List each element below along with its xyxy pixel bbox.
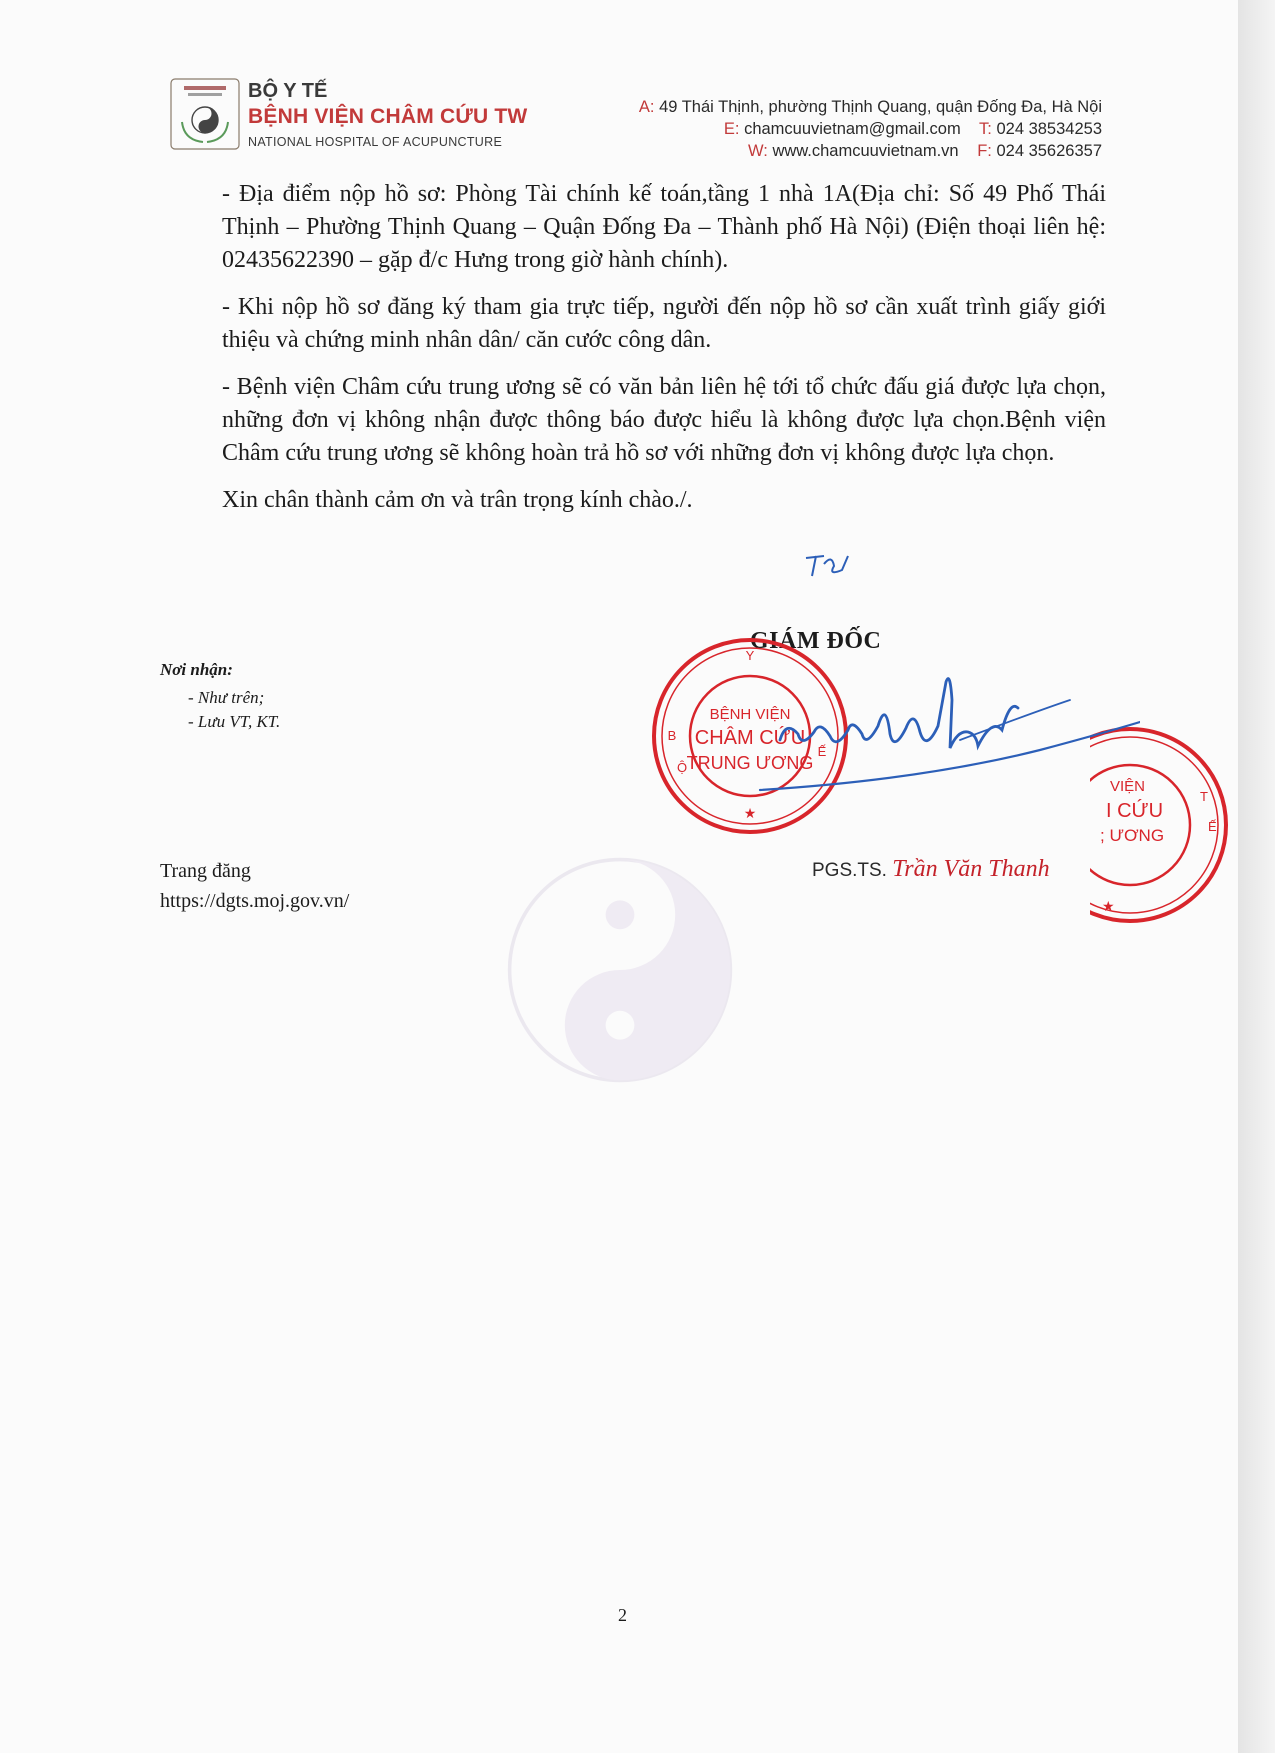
signer-title: GIÁM ĐỐC	[750, 628, 882, 654]
email-phone-line	[639, 118, 1102, 140]
paragraph-selection-notice: - Bệnh viện Châm cứu trung ương sẽ có văn bản liên hệ tới tổ chức đấu giá được lựa chọn, những đơn vị không nhận được thông báo được hiểu là không được lựa chọn.Bệnh viện Châm cứu trung ương sẽ không hoàn trả hồ sơ với những đơn vị không được lựa chọn.	[222, 374, 1106, 466]
recipients-block	[160, 660, 280, 734]
page-number: 2	[618, 1605, 627, 1625]
signer-degree: PGS.TS.	[812, 860, 887, 881]
contact-info	[639, 96, 1102, 162]
paragraph-submission-location: - Địa điểm nộp hồ sơ: Phòng Tài chính kế toán,tầng 1 nhà 1A(Địa chỉ: Số 49 Phố Thái Thịnh – Phường Thịnh Quang – Quận Đống Đa – Thành phố Hà Nội) (Điện thoại liên hệ: 02435622390 – gặp đ/c Hưng trong giờ hành chính).	[222, 181, 1106, 273]
director-signature	[740, 660, 1140, 820]
posting-url: https://dgts.moj.gov.vn/	[160, 890, 350, 912]
organization-name-block	[248, 80, 527, 149]
phone-label: T:	[979, 120, 992, 138]
scan-edge	[1238, 0, 1275, 1753]
recipients-list	[160, 686, 280, 734]
web-label: W:	[747, 142, 768, 160]
svg-text:Ộ: Ộ	[676, 760, 688, 775]
fax-label: F:	[977, 142, 992, 160]
posting-label: Trang đăng	[160, 860, 251, 882]
recipient-item: - Lưu VT, KT.	[188, 712, 281, 731]
svg-text:★: ★	[743, 805, 757, 821]
recipient-item: - Như trên;	[188, 688, 265, 707]
stamp-bottom-text: TRUNG ƯƠNG	[686, 753, 814, 773]
body-text	[222, 178, 1106, 531]
email-label: E:	[723, 120, 740, 138]
phone-value: 024 38534253	[996, 120, 1102, 138]
posting-block	[160, 856, 349, 916]
svg-text:★: ★	[1102, 898, 1115, 914]
svg-text:Ế: Ế	[817, 744, 827, 759]
yin-yang-watermark	[500, 850, 740, 1090]
address-label: A:	[638, 98, 655, 116]
svg-text:Ế: Ế	[1208, 819, 1217, 834]
web-value: www.chamcuuvietnam.vn	[772, 142, 959, 160]
signer-name: Trần Văn Thanh	[892, 856, 1050, 882]
svg-text:VIỆN: VIỆN	[1110, 778, 1146, 795]
stamp-middle-text: CHÂM CỨU	[694, 727, 806, 749]
paragraph-direct-submission: - Khi nộp hồ sơ đăng ký tham gia trực tiếp, người đến nộp hồ sơ cần xuất trình giấy giới thiệu và chứng minh nhân dân/ căn cước công dân.	[222, 294, 1106, 353]
svg-text:; ƯƠNG: ; ƯƠNG	[1100, 826, 1165, 845]
svg-text:I CỨU: I CỨU	[1106, 800, 1164, 822]
stamp-top-text: BỆNH VIỆN	[709, 706, 791, 723]
address-line	[639, 96, 1102, 118]
signer-name-line	[812, 856, 1050, 883]
ministry-name: BỘ Y TẾ	[248, 80, 328, 102]
hospital-logo-icon	[170, 78, 240, 150]
email-value: chamcuuvietnam@gmail.com	[744, 120, 961, 138]
svg-text:T: T	[1200, 789, 1208, 804]
hospital-name: BỆNH VIỆN CHÂM CỨU TW	[248, 105, 528, 128]
recipients-heading: Nơi nhận:	[160, 660, 233, 679]
closing-line: Xin chân thành cảm ơn và trân trọng kính chào./.	[222, 487, 693, 513]
address-value: 49 Thái Thịnh, phường Thịnh Quang, quận Đống Đa, Hà Nội	[659, 98, 1102, 116]
svg-text:Y: Y	[745, 648, 755, 663]
initial-mark-icon	[802, 550, 852, 580]
web-fax-line	[639, 140, 1102, 162]
hospital-english-name: NATIONAL HOSPITAL OF ACUPUNCTURE	[248, 135, 503, 149]
fax-value: 024 35626357	[996, 142, 1102, 160]
svg-text:B: B	[667, 728, 677, 743]
